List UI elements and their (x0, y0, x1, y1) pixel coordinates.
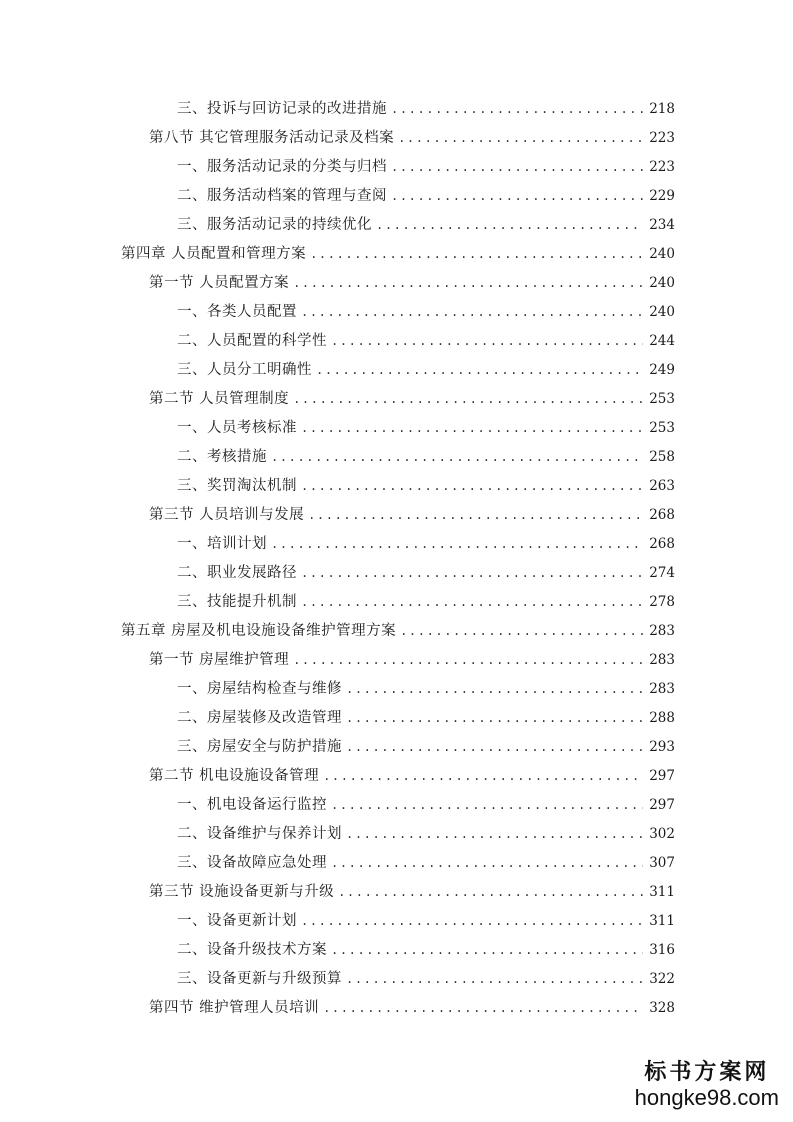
toc-entry-page-number: 268 (649, 507, 675, 523)
dot-leader (301, 414, 643, 443)
toc-entry[interactable] (177, 907, 675, 936)
dot-leader (293, 269, 643, 298)
toc-entry-title: 一、房屋结构检查与维修 (177, 681, 342, 697)
dot-leader (301, 472, 643, 501)
toc-entry-page-number: 240 (649, 304, 675, 320)
toc-entry-title: 第四节 维护管理人员培训 (149, 1000, 320, 1016)
dot-leader (323, 994, 643, 1023)
toc-entry-title: 第三节 人员培训与发展 (149, 507, 305, 523)
dot-leader (293, 385, 643, 414)
toc-entry[interactable] (149, 385, 675, 414)
toc-entry-title: 三、投诉与回访记录的改进措施 (177, 101, 387, 117)
toc-entry[interactable] (177, 675, 675, 704)
toc-entry-title: 第一节 人员配置方案 (149, 275, 290, 291)
dot-leader (398, 124, 643, 153)
toc-entry[interactable] (177, 472, 675, 501)
dot-leader (310, 240, 643, 269)
toc-entry-page-number: 253 (649, 420, 675, 436)
toc-entry-title: 二、房屋装修及改造管理 (177, 710, 342, 726)
toc-entry-title: 二、服务活动档案的管理与查阅 (177, 188, 387, 204)
toc-entry[interactable] (177, 820, 675, 849)
toc-entry-page-number: 288 (649, 710, 675, 726)
toc-entry-title: 二、人员配置的科学性 (177, 333, 327, 349)
toc-entry-title: 二、设备升级技术方案 (177, 942, 327, 958)
toc-entry-title: 一、机电设备运行监控 (177, 797, 327, 813)
toc-entry-title: 一、培训计划 (177, 536, 267, 552)
toc-entry[interactable] (177, 153, 675, 182)
toc-entry-page-number: 268 (649, 536, 675, 552)
toc-entry-title: 二、职业发展路径 (177, 565, 297, 581)
toc-entry-page-number: 316 (649, 942, 675, 958)
toc-entry[interactable] (121, 617, 675, 646)
toc-entry-page-number: 263 (649, 478, 675, 494)
toc-entry-page-number: 328 (649, 1000, 675, 1016)
toc-entry-title: 第二节 机电设施设备管理 (149, 768, 320, 784)
toc-entry-title: 三、设备故障应急处理 (177, 855, 327, 871)
watermark-cn: 标书方案网 (644, 1060, 770, 1085)
dot-leader (301, 298, 643, 327)
watermark-url: hongke98.com (634, 1085, 779, 1110)
dot-leader (346, 704, 643, 733)
table-of-contents (0, 95, 793, 1023)
toc-entry-page-number: 283 (649, 681, 675, 697)
dot-leader (346, 820, 643, 849)
toc-entry[interactable] (177, 95, 675, 124)
dot-leader (301, 907, 643, 936)
toc-entry[interactable] (177, 298, 675, 327)
dot-leader (271, 443, 643, 472)
toc-entry[interactable] (177, 327, 675, 356)
toc-entry-title: 一、服务活动记录的分类与归档 (177, 159, 387, 175)
dot-leader (331, 327, 643, 356)
toc-entry[interactable] (149, 269, 675, 298)
toc-entry[interactable] (149, 124, 675, 153)
toc-entry-title: 第二节 人员管理制度 (149, 391, 290, 407)
toc-entry[interactable] (177, 704, 675, 733)
toc-entry[interactable] (121, 240, 675, 269)
toc-entry-page-number: 274 (649, 565, 675, 581)
dot-leader (338, 878, 643, 907)
toc-entry[interactable] (149, 501, 675, 530)
toc-entry[interactable] (149, 646, 675, 675)
toc-entry-page-number: 297 (649, 797, 675, 813)
toc-entry[interactable] (149, 878, 675, 907)
toc-entry[interactable] (177, 559, 675, 588)
toc-entry[interactable] (177, 965, 675, 994)
dot-leader (391, 182, 643, 211)
dot-leader (323, 762, 643, 791)
toc-entry[interactable] (177, 733, 675, 762)
toc-entry-title: 三、房屋安全与防护措施 (177, 739, 342, 755)
dot-leader (391, 153, 643, 182)
toc-entry-page-number: 253 (649, 391, 675, 407)
toc-entry-page-number: 234 (649, 217, 675, 233)
toc-entry[interactable] (177, 414, 675, 443)
toc-entry-page-number: 223 (649, 159, 675, 175)
dot-leader (331, 936, 643, 965)
toc-entry-page-number: 223 (649, 130, 675, 146)
toc-entry[interactable] (177, 849, 675, 878)
toc-entry[interactable] (177, 588, 675, 617)
dot-leader (331, 849, 643, 878)
toc-entry-title: 一、人员考核标准 (177, 420, 297, 436)
dot-leader (271, 530, 643, 559)
toc-entry-title: 第四章 人员配置和管理方案 (121, 246, 307, 262)
dot-leader (301, 588, 643, 617)
toc-entry-title: 三、奖罚淘汰机制 (177, 478, 297, 494)
toc-entry-title: 一、设备更新计划 (177, 913, 297, 929)
dot-leader (400, 617, 643, 646)
toc-entry-page-number: 249 (649, 362, 675, 378)
toc-entry-title: 第一节 房屋维护管理 (149, 652, 290, 668)
toc-entry-title: 第八节 其它管理服务活动记录及档案 (149, 130, 395, 146)
toc-entry-title: 第三节 设施设备更新与升级 (149, 884, 335, 900)
toc-entry-title: 第五章 房屋及机电设施设备维护管理方案 (121, 623, 397, 639)
toc-entry-page-number: 283 (649, 623, 675, 639)
toc-entry-page-number: 278 (649, 594, 675, 610)
toc-entry-page-number: 240 (649, 275, 675, 291)
dot-leader (331, 791, 643, 820)
toc-entry[interactable] (177, 936, 675, 965)
dot-leader (293, 646, 643, 675)
toc-entry-page-number: 311 (649, 913, 675, 929)
dot-leader (301, 559, 643, 588)
toc-entry-page-number: 297 (649, 768, 675, 784)
dot-leader (346, 675, 643, 704)
toc-entry-page-number: 302 (649, 826, 675, 842)
toc-entry[interactable] (177, 356, 675, 385)
toc-entry[interactable] (177, 791, 675, 820)
toc-entry-page-number: 218 (649, 101, 675, 117)
toc-entry-page-number: 240 (649, 246, 675, 262)
toc-entry-title: 一、各类人员配置 (177, 304, 297, 320)
watermark-logo (635, 1060, 779, 1110)
toc-entry[interactable] (177, 211, 675, 240)
toc-entry[interactable] (177, 443, 675, 472)
toc-entry-title: 二、设备维护与保养计划 (177, 826, 342, 842)
toc-entry[interactable] (149, 762, 675, 791)
toc-entry-page-number: 322 (649, 971, 675, 987)
dot-leader (316, 356, 643, 385)
toc-entry[interactable] (149, 994, 675, 1023)
toc-entry-title: 三、人员分工明确性 (177, 362, 312, 378)
toc-entry-page-number: 311 (649, 884, 675, 900)
toc-entry[interactable] (177, 530, 675, 559)
toc-entry-title: 三、服务活动记录的持续优化 (177, 217, 372, 233)
dot-leader (376, 211, 643, 240)
toc-entry[interactable] (177, 182, 675, 211)
dot-leader (391, 95, 643, 124)
dot-leader (346, 733, 643, 762)
dot-leader (308, 501, 643, 530)
toc-entry-title: 二、考核措施 (177, 449, 267, 465)
toc-entry-page-number: 229 (649, 188, 675, 204)
toc-entry-page-number: 244 (649, 333, 675, 349)
toc-entry-title: 三、设备更新与升级预算 (177, 971, 342, 987)
toc-entry-page-number: 258 (649, 449, 675, 465)
toc-entry-page-number: 293 (649, 739, 675, 755)
dot-leader (346, 965, 643, 994)
toc-entry-page-number: 283 (649, 652, 675, 668)
toc-entry-title: 三、技能提升机制 (177, 594, 297, 610)
toc-entry-page-number: 307 (649, 855, 675, 871)
